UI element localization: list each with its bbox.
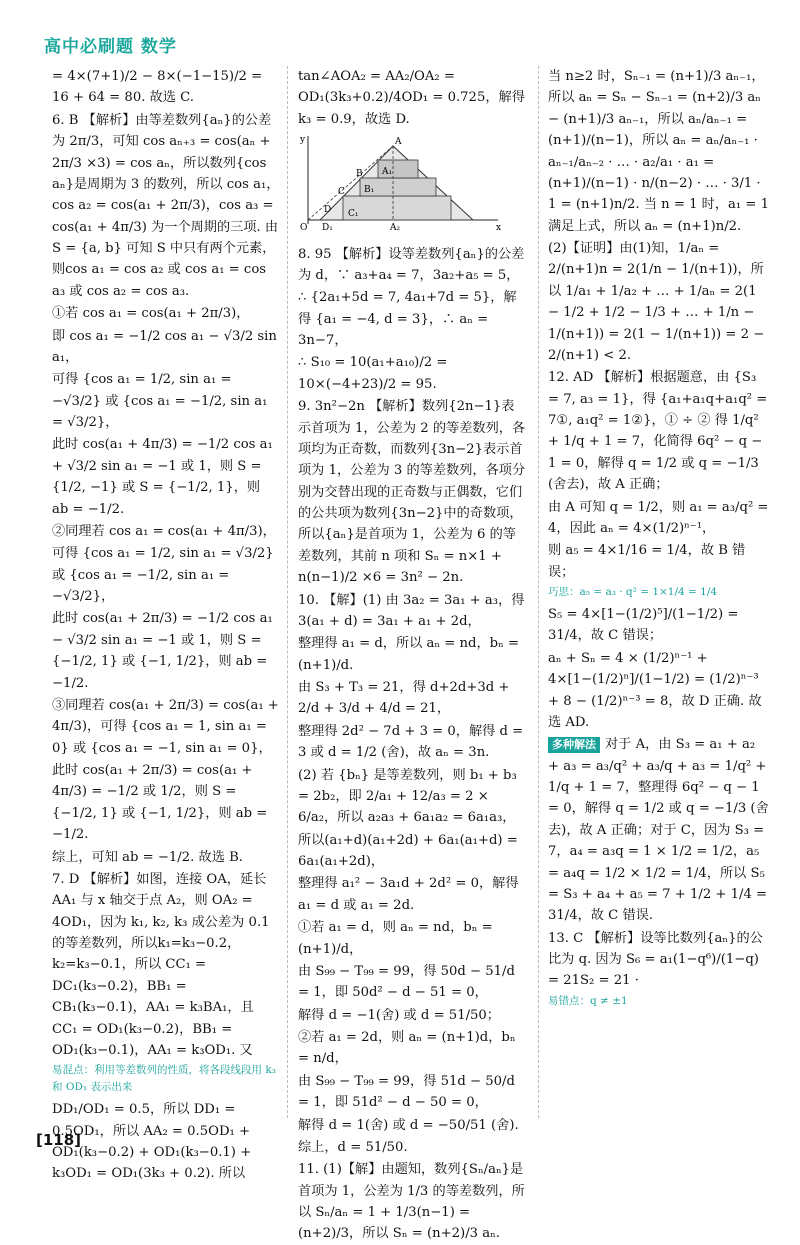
- paragraph: 此时 cos(a₁ + 2π/3) = −1/2 cos a₁ − √3/2 sin a₁ = −1 或 1，则 S = {−1/2, 1} 或 {−1, 1/2}，则 ab = −1/2.: [52, 611, 277, 691]
- paragraph: 13. C 【解析】设等比数列{aₙ}的公比为 q. 因为 S₆ = a₁(1−q⁶)/(1−q) = 21S₂ = 21 ·: [548, 930, 764, 989]
- paragraph: 整理得 2d² − 7d + 3 = 0，解得 d = 3 或 d = 1/2 (舍)，故 aₙ = 3n.: [298, 723, 528, 761]
- axis-label-x: x: [496, 223, 502, 234]
- paragraph: 8. 95 【解析】设等差数列{aₙ}的公差为 d，∵ a₃+a₄ = 7，3a₂+a₅ = 5，: [298, 246, 525, 283]
- column-divider: [287, 66, 288, 1118]
- paragraph: 此时 cos(a₁ + 2π/3) = cos(a₁ + 4π/3) = −1/2 或 1/2，则 S = {−1/2, 1} 或 {−1, 1/2}，则 ab = −1/2.: [52, 763, 272, 843]
- paragraph: 由 S₉₉ − T₉₉ = 99，得 50d − 51/d = 1，即 50d² − d − 51 = 0，: [298, 963, 520, 1001]
- geometry-figure: [298, 132, 526, 239]
- column-3: [548, 66, 774, 1118]
- paragraph: 此时 cos(a₁ + 4π/3) = −1/2 cos a₁ + √3/2 sin a₁ = −1 或 1，则 S = {1/2, −1} 或 S = {−1/2, 1}，则 ab = −1/2.: [52, 437, 277, 517]
- paragraph: 由 A 可知 q = 1/2，则 a₁ = a₃/q² = 4，因此 aₙ = 4×(1/2)ⁿ⁻¹，: [548, 499, 773, 536]
- step-c: [343, 196, 451, 220]
- paragraph: = 4×(7+1)/2 − 8×(−1−15)/2 = 16 + 64 = 80. 故选 C.: [52, 69, 267, 106]
- point-label: C₁: [348, 209, 359, 220]
- paragraph: DD₁/OD₁ = 0.5，所以 DD₁ = 0.5OD₁，所以 AA₂ = 0.5OD₁ + OD₁(k₃−0.2) + OD₁(k₃−0.1) + k₃OD₁ = OD₁(3k₃ + 0.2). 所以: [52, 1102, 256, 1182]
- method-text: 对于 A，由 S₃ = a₁ + a₂ + a₃ = a₃/q² + a₃/q + a₃ = 1/q² + 1/q + 1 = 7，整理得 6q² − q − 1 = 0，解得 q = 1/2 或 q = −1/3 (舍去)，故 A 正确；对于 C，因为 S₃ = 7，a₄ = a₃q = 1 × 1/2 = 1/2，a₅ = a₄q = 1/2 × 1/2 = 1/4，所以 S₅ = S₃ + a₄ + a₅ = 7 + 1/2 + 1/4 = 31/4，故 C 错误.: [548, 737, 772, 924]
- point-label: A₂: [390, 223, 401, 234]
- paragraph: 可得 {cos a₁ = 1/2, sin a₁ = −√3/2} 或 {cos a₁ = −1/2, sin a₁ = √3/2}，: [52, 372, 272, 430]
- paragraph: 可得 {cos a₁ = 1/2, sin a₁ = √3/2} 或 {cos a₁ = −1/2, sin a₁ = −√3/2}，: [52, 546, 278, 604]
- paragraph: 6. B 【解析】由等差数列{aₙ}的公差为 2π/3，可知 cos aₙ₊₃ = cos(aₙ + 2π/3 ×3) = cos aₙ，所以数列{cos aₙ}是周期为 3 的数列，所以 cos a₁，cos a₂ = cos(a₁ + 2π/3)，cos a₃ = cos(a₁ + 4π/3) 为一个周期的三项. 由 S = {a, b} 可知 S 中只有两个元素，则cos a₁ = cos a₂ 或 cos a₁ = cos a₃ 或 cos a₂ = cos a₃.: [52, 112, 283, 299]
- paragraph: ③同理若 cos(a₁ + 2π/3) = cos(a₁ + 4π/3)，可得 {cos a₁ = 1, sin a₁ = 0} 或 {cos a₁ = −1, sin a₁ = 0}，: [52, 697, 284, 756]
- tip-note: 易错点：q ≠ ±1: [548, 994, 628, 1007]
- header: [44, 34, 764, 62]
- point-label: A: [395, 137, 402, 148]
- paragraph: 当 n≥2 时，Sₙ₋₁ = (n+1)/3 aₙ₋₁，所以 aₙ = Sₙ − Sₙ₋₁ = (n+2)/3 aₙ − (n+1)/3 aₙ₋₁，所以 aₙ/aₙ₋₁ = (n+1)/(n−1)，所以 aₙ = aₙ/aₙ₋₁ · aₙ₋₁/aₙ₋₂ · … · a₂/a₁ · a₁ = (n+1)/(n−1) · n/(n−2) · … · 3/1 · 1 = (n+1)n/2. 当 n = 1 时，a₁ = 1 满足上式，所以 aₙ = (n+1)n/2.: [548, 69, 774, 234]
- paragraph: [548, 734, 770, 926]
- axis-label-y: y: [300, 135, 306, 146]
- paragraph: 9. 3n²−2n 【解析】数列{2n−1}表示首项为 1，公差为 2 的等差数列，各项均为正奇数，而数列{3n−2}表示首项为 1，公差为 3 的等差数列，各项分别为交替出现的正奇数与正偶数，它们的公共项为数列{3n−2}中的奇数项，所以{aₙ}是首项为 1，公差为 6 的等差数列，其前 n 项和 Sₙ = n×1 + n(n−1)/2 ×6 = 3n² − 2n.: [298, 399, 526, 586]
- paragraph: 7. D 【解析】如图，连接 OA，延长 AA₁ 与 x 轴交于点 A₂，则 OA₂ = 4OD₁，因为 k₁, k₂, k₃ 成公差为 0.1 的等差数列，所以k₁=k₃−0.2，k₂=k₃−0.1，所以 CC₁ = DC₁(k₃−0.2)，BB₁ = CB₁(k₃−0.1)，AA₁ = k₃BA₁，且 CC₁ = OD₁(k₃−0.2)，BB₁ = OD₁(k₃−0.1)，AA₁ = k₃OD₁. 又: [52, 871, 274, 1058]
- paragraph: 整理得 a₁² − 3a₁d + 2d² = 0，解得 a₁ = d 或 a₁ = 2d.: [298, 876, 523, 913]
- tip-note: 巧思：a₅ = a₃ · q² = 1×1/4 = 1/4: [548, 586, 718, 598]
- paragraph: 综上，可知 ab = −1/2. 故选 B.: [52, 849, 243, 865]
- column-divider: [538, 66, 539, 1118]
- paragraph: 即 cos a₁ = −1/2 cos a₁ − √3/2 sin a₁，: [52, 328, 282, 365]
- paragraph: 综上，d = 51/50.: [298, 1139, 408, 1155]
- point-label: C: [338, 187, 345, 198]
- paragraph: 11. (1)【解】由题知，数列{Sₙ/aₙ}是首项为 1，公差为 1/3 的等差数列，所以 Sₙ/aₙ = 1 + 1/3(n−1) = (n+2)/3，所以 Sₙ = (n+2)/3 aₙ.: [298, 1162, 525, 1242]
- paragraph: 解得 d = −1(舍) 或 d = 51/50；: [298, 1007, 500, 1023]
- paragraph: (2)【证明】由(1)知，1/aₙ = 2/(n+1)n = 2(1/n − 1/(n+1))，所以 1/a₁ + 1/a₂ + … + 1/aₙ = 2(1 − 1/2 + 1/2 − 1/3 + … + 1/n − 1/(n+1)) = 2(1 − 1/(n+1)) = 2 − 2/(n+1) < 2.: [548, 241, 769, 363]
- origin-label: O: [300, 223, 308, 234]
- paragraph: 则 a₅ = 4×1/16 = 1/4，故 B 错误；: [548, 543, 746, 580]
- paragraph: 解得 d = 1(舍) 或 d = −50/51 (舍).: [298, 1117, 519, 1133]
- point-label: D₁: [322, 223, 333, 234]
- paragraph: (2) 若 {bₙ} 是等差数列，则 b₁ + b₃ = 2b₂，即 2/a₁ + 12/a₃ = 2 × 6/a₂，所以 a₂a₃ + 6a₁a₂ = 6a₁a₃，: [298, 767, 521, 826]
- paragraph: ②同理若 cos a₁ = cos(a₁ + 4π/3)，: [52, 523, 276, 539]
- paragraph: S₅ = 4×[1−(1/2)⁵]/(1−1/2) = 31/4，故 C 错误；: [548, 607, 743, 644]
- paragraph: ∴ {2a₁+5d = 7, 4a₁+7d = 5}，解得 {a₁ = −4, d = 3}，∴ aₙ = 3n−7，: [298, 290, 517, 348]
- paragraph: 由 S₃ + T₃ = 21，得 d+2d+3d + 2/d + 3/d + 4/d = 21，: [298, 680, 514, 717]
- paragraph: ①若 a₁ = d，则 aₙ = nd，bₙ = (n+1)/d，: [298, 920, 497, 957]
- paragraph: 12. AD 【解析】根据题意，由 {S₃ = 7, a₃ = 1}，得 {a₁+a₁q+a₁q² = 7①, a₁q² = 1②}，① ÷ ② 得 1/q² + 1/q + 1 = 7，化简得 6q² − q − 1 = 0，解得 q = 1/2 或 q = −1/3 (舍去)，故 A 正确；: [548, 370, 772, 493]
- column-2: [298, 66, 530, 1242]
- method-badge: 多种解法: [548, 737, 600, 752]
- paragraph: 由 S₉₉ − T₉₉ = 99，得 51d − 50/d = 1，即 51d² − d − 50 = 0，: [298, 1073, 520, 1111]
- point-label: B₁: [364, 185, 375, 196]
- tip-note: 易混点：利用等差数列的性质，将各段线段用 k₃ 和 OD₁ 表示出来: [52, 1064, 280, 1094]
- point-label: D: [324, 205, 332, 216]
- paragraph: 10. 【解】(1) 由 3a₂ = 3a₁ + a₃，得 3(a₁ + d) = 3a₁ + a₁ + 2d，: [298, 592, 529, 629]
- paragraph: ②若 a₁ = 2d，则 aₙ = (n+1)d，bₙ = n/d，: [298, 1030, 520, 1067]
- paragraph: ①若 cos a₁ = cos(a₁ + 2π/3)，: [52, 306, 250, 322]
- header-title: 高中必刷题 数学: [44, 37, 177, 57]
- point-label: A₁: [382, 167, 393, 178]
- paragraph: ∴ S₁₀ = 10(a₁+a₁₀)/2 = 10×(−4+23)/2 = 95.: [298, 355, 452, 392]
- paragraph: tan∠AOA₂ = AA₂/OA₂ = OD₁(3k₃+0.2)/4OD₁ = 0.725，解得 k₃ = 0.9，故选 D.: [298, 69, 530, 127]
- page-number: [118]: [36, 1131, 82, 1149]
- paragraph: 整理得 a₁ = d，所以 aₙ = nd，bₙ = (n+1)/d.: [298, 636, 524, 673]
- paragraph: aₙ + Sₙ = 4 × (1/2)ⁿ⁻¹ + 4×[1−(1/2)ⁿ]/(1−1/2) = (1/2)ⁿ⁻³ + 8 − (1/2)ⁿ⁻³ = 8，故 D 正确. 故选 AD.: [548, 650, 763, 730]
- point-label: B: [356, 169, 363, 180]
- paragraph: 所以(a₁+d)(a₁+2d) + 6a₁(a₁+d) = 6a₁(a₁+2d)，: [298, 832, 522, 869]
